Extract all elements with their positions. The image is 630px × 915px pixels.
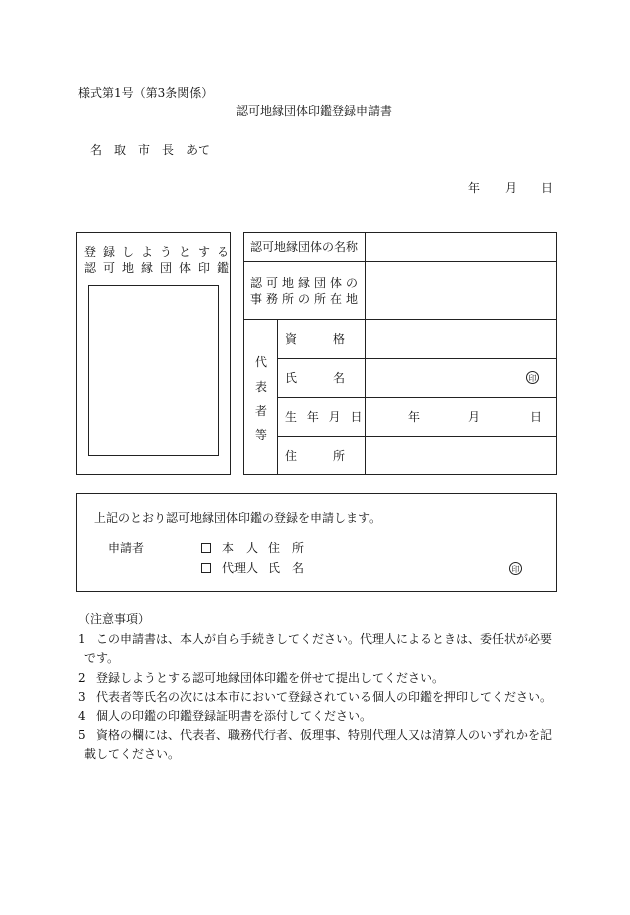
office-address-label-line2: 事務所の所在地 [250,292,363,306]
note-text-continued: 載してください。 [84,747,181,761]
qualification-field[interactable] [366,320,556,358]
applicant-label: 申請者 [108,541,145,555]
agent-name-label: 氏 名 [268,561,305,575]
note-text: 代表者等氏名の次には本市において登録されている個人の印鑑を押印してください。 [96,690,553,704]
page-title: 認可地縁団体印鑑登録申請書 [236,104,393,118]
note-number: 4 [78,709,86,723]
name-label: 氏 名 [285,371,346,385]
representative-label-2: 表 [255,380,268,394]
office-address-field[interactable] [366,262,556,319]
seal-box-caption-line2: 認可地縁団体印鑑 [84,261,237,275]
agent-option-label: 代理人 [222,561,259,575]
note-number: 2 [78,671,86,685]
application-statement-box [76,493,557,592]
representative-name-field[interactable] [366,359,516,397]
qualification-label: 資 格 [285,332,346,346]
office-address-label-line1: 認可地縁団体の [250,276,363,290]
applicant-seal-mark-icon: 印 [509,562,522,575]
representative-label-1: 代 [255,355,268,369]
seal-box-caption-line1: 登録しようとする [84,245,237,259]
application-statement: 上記のとおり認可地縁団体印鑑の登録を申請します。 [94,511,382,525]
birthdate-label: 生 年 月 日 [285,410,366,424]
principal-address-label: 住 所 [268,541,305,555]
date-month-label: 月 [505,181,518,195]
principal-checkbox[interactable] [201,543,211,553]
date-year-label: 年 [468,181,481,195]
note-number: 1 [78,632,86,646]
birth-year-label: 年 [408,410,421,424]
note-text: 個人の印鑑の印鑑登録証明書を添付してください。 [96,709,373,723]
note-text-continued: です。 [84,651,120,665]
representative-label-3: 者 [255,404,268,418]
birth-month-label: 月 [468,410,481,424]
representative-label-4: 等 [255,428,268,442]
birth-day-label: 日 [530,410,543,424]
note-number: 5 [78,728,86,742]
agent-checkbox[interactable] [201,563,211,573]
addressee: 名 取 市 長 あて [90,143,211,157]
principal-option-label: 本 人 [222,541,259,555]
group-name-field[interactable] [366,233,556,261]
note-text: この申請書は、本人が自ら手続きしてください。代理人によるときは、委任状が必要 [96,632,553,646]
representative-address-field[interactable] [366,437,556,474]
notes-heading: （注意事項） [78,612,151,626]
note-number: 3 [78,690,86,704]
date-day-label: 日 [541,181,554,195]
note-text: 登録しようとする認可地縁団体印鑑を併せて提出してください。 [96,671,445,685]
address-label: 住 所 [285,449,346,463]
form-number: 様式第1号（第3条関係） [78,86,214,100]
group-name-label: 認可地縁団体の名称 [250,240,359,254]
seal-mark-icon: 印 [526,371,539,384]
note-text: 資格の欄には、代表者、職務代行者、仮理事、特別代理人又は清算人のいずれかを記 [96,728,553,742]
seal-impression-area[interactable] [88,285,219,456]
